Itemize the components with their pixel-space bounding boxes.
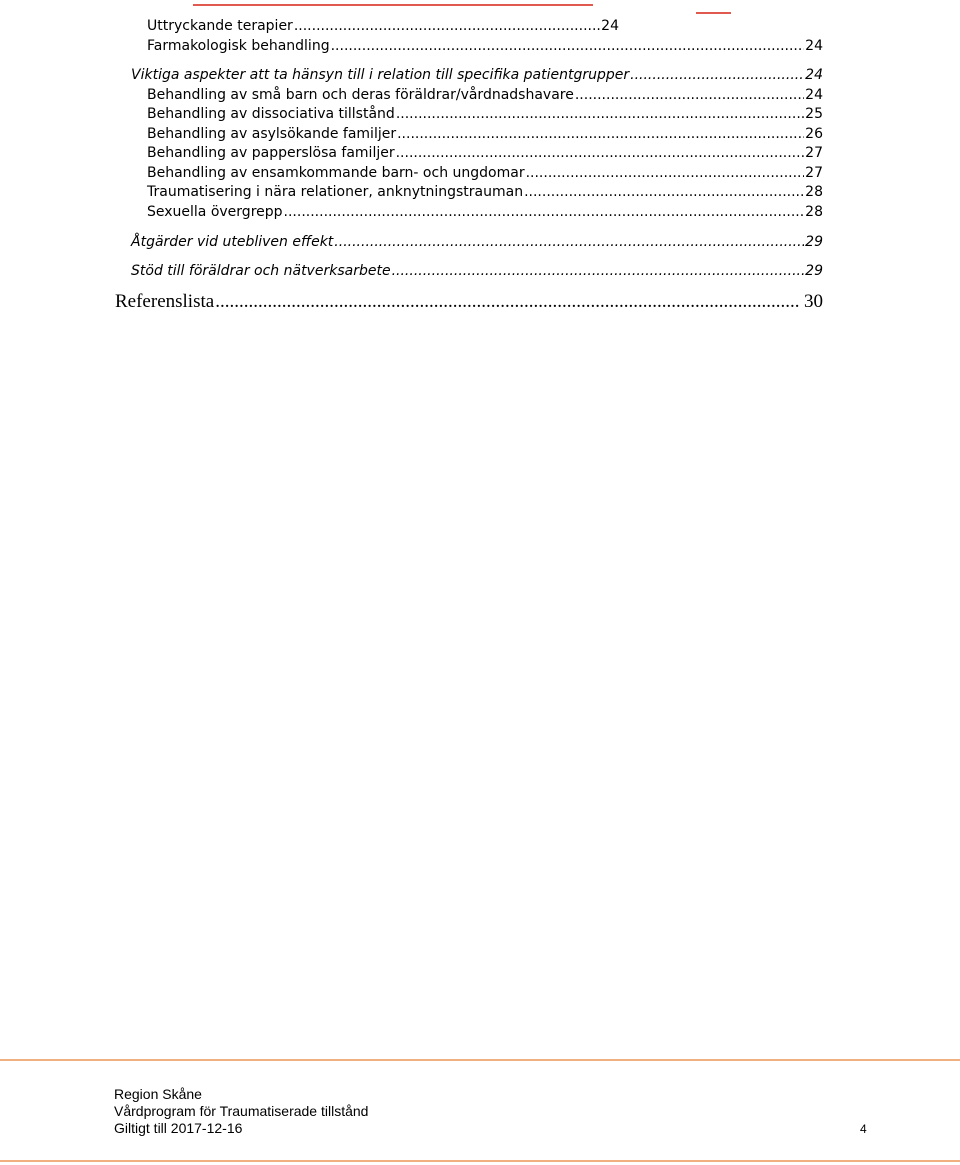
- toc-entry-label: Viktiga aspekter att ta hänsyn till i relation till specifika patientgrupper: [131, 67, 630, 83]
- toc-leader-dots: [524, 183, 804, 201]
- toc-leader-dots: [334, 233, 804, 251]
- toc-entry-label: Traumatisering i nära relationer, anknytningstrauman: [147, 184, 524, 200]
- toc-entry-page: 27: [805, 145, 823, 161]
- toc-entry-label: Behandling av små barn och deras föräldrar/vårdnadshavare: [147, 87, 574, 103]
- toc-entry-label: Behandling av dissociativa tillstånd: [147, 106, 395, 122]
- toc-entry-farmakologisk-behandling[interactable]: [147, 37, 823, 55]
- toc-leader-dots: [294, 17, 600, 35]
- toc-entry-page: 24: [805, 87, 823, 103]
- toc-leader-dots: [331, 37, 805, 55]
- toc-entry-traumatisering[interactable]: [147, 183, 823, 201]
- footer-organization: Region Skåne: [114, 1086, 202, 1102]
- toc-entry-viktiga-aspekter[interactable]: [131, 66, 823, 84]
- toc-leader-dots: [397, 125, 804, 143]
- toc-entry-label: Referenslista: [115, 291, 215, 312]
- footer-rule-bottom: [0, 1160, 960, 1162]
- toc-leader-dots: [630, 66, 804, 84]
- toc-entry-uttryckande-terapier[interactable]: [147, 17, 619, 35]
- header-rule: [193, 4, 593, 6]
- toc-entry-sma-barn[interactable]: [147, 86, 823, 104]
- toc-entry-label: Åtgärder vid utebliven effekt: [131, 234, 334, 250]
- toc-entry-page: 27: [805, 165, 823, 181]
- toc-entry-page: 24: [601, 18, 619, 34]
- toc-entry-page: 28: [805, 204, 823, 220]
- footer-program-title: Vårdprogram för Traumatiserade tillstånd: [114, 1103, 369, 1119]
- toc-entry-label: Behandling av papperslösa familjer: [147, 145, 395, 161]
- header-rule-short: [696, 12, 731, 14]
- toc-entry-label: Behandling av ensamkommande barn- och ungdomar: [147, 165, 525, 181]
- toc-entry-referenslista[interactable]: [115, 291, 823, 313]
- toc-entry-label: Farmakologisk behandling: [147, 38, 330, 54]
- toc-entry-label: Uttryckande terapier: [147, 18, 293, 34]
- toc-entry-ensamkommande[interactable]: [147, 164, 823, 182]
- toc-entry-page: 29: [805, 234, 823, 250]
- toc-leader-dots: [284, 203, 805, 221]
- toc-entry-page: 25: [805, 106, 823, 122]
- toc-leader-dots: [526, 164, 805, 182]
- toc-entry-label: Behandling av asylsökande familjer: [147, 126, 397, 142]
- toc-leader-dots: [215, 291, 799, 313]
- toc-entry-page: 24: [805, 38, 823, 54]
- toc-leader-dots: [396, 144, 805, 162]
- toc-entry-dissociativa-tillstand[interactable]: [147, 105, 823, 123]
- toc-entry-page: 24: [805, 67, 823, 83]
- toc-entry-asylsokande-familjer[interactable]: [147, 125, 823, 143]
- toc-entry-page: 29: [805, 263, 823, 279]
- toc-entry-sexuella-overgrepp[interactable]: [147, 203, 823, 221]
- toc-leader-dots: [575, 86, 804, 104]
- toc-entry-atgarder[interactable]: [131, 233, 823, 251]
- toc-leader-dots: [396, 105, 804, 123]
- page-number: 4: [860, 1122, 867, 1136]
- toc-entry-page: 28: [805, 184, 823, 200]
- footer-valid-until: Giltigt till 2017-12-16: [114, 1120, 243, 1136]
- footer-rule-top: [0, 1059, 960, 1061]
- toc-leader-dots: [392, 262, 805, 280]
- toc-entry-label: Sexuella övergrepp: [147, 204, 283, 220]
- toc-entry-papperslosa-familjer[interactable]: [147, 144, 823, 162]
- toc-entry-page: 30: [804, 291, 823, 312]
- toc-entry-label: Stöd till föräldrar och nätverksarbete: [131, 263, 391, 279]
- toc-entry-page: 26: [805, 126, 823, 142]
- toc-entry-stod-till-foraldrar[interactable]: [131, 262, 823, 280]
